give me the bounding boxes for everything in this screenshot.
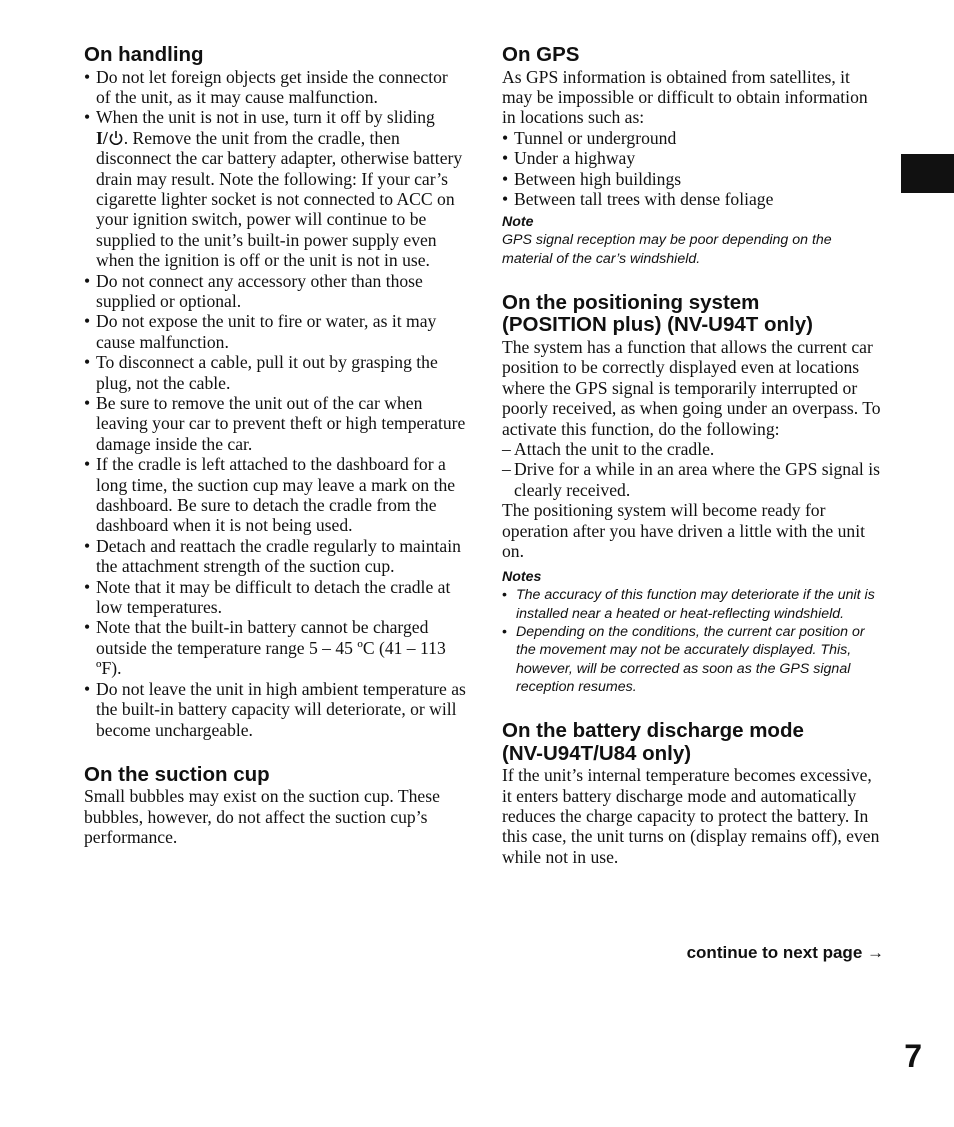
list-item: • Note that the built-in battery cannot be charged outside the temperature range 5 – 45 ºC (41 – 113 ºF). — [84, 617, 466, 678]
battery-discharge-text: If the unit’s internal temperature becomes excessive, it enters battery discharge mode and automatically reduces the charge capacity to protect the battery. In this case, the unit turns on (display remains off), even while not in use. — [502, 765, 880, 867]
power-item-before: When the unit is not in use, turn it off by sliding — [96, 107, 435, 128]
list-item: • Do not connect any accessory other than those supplied or optional. — [84, 271, 466, 312]
list-item: • Detach and reattach the cradle regularly to maintain the attachment strength of the suction cup. — [84, 536, 466, 577]
positioning-notes-heading: Notes — [502, 569, 542, 586]
list-item: • Depending on the conditions, the current car position or the movement may not be accurately displayed. This, however, will be corrected as soon as the GPS signal reception resumes. — [502, 623, 884, 696]
list-item: • Do not expose the unit to fire or water, as it may cause malfunction. — [84, 311, 466, 352]
list-item: • Tunnel or underground — [502, 128, 884, 148]
list-item: • Under a highway — [502, 148, 884, 168]
section-tab-marker — [901, 154, 954, 193]
heading-on-handling: On handling — [84, 43, 204, 66]
list-item-power-off — [84, 107, 466, 270]
list-item: • To disconnect a cable, pull it out by grasping the plug, not the cable. — [84, 352, 466, 393]
heading-on-suction-cup: On the suction cup — [84, 762, 270, 786]
continue-to-next-page: continue to next page → — [686, 943, 884, 962]
positioning-notes-list — [502, 586, 884, 696]
gps-note-text: GPS signal reception may be poor depending on the material of the car’s windshield. — [502, 232, 832, 267]
heading-line-1: On the battery discharge mode — [502, 719, 804, 743]
gps-locations-list — [502, 128, 884, 210]
list-item: • Between tall trees with dense foliage — [502, 189, 884, 209]
power-item-after: . Remove the unit from the cradle, then disconnect the car battery adapter, otherwise battery drain may result. Note the following: If your car’s cigarette lighter socket is not connected to ACC on your ignition switch, power will continue to be supplied to the unit’s built-in power supply even when the ignition is off or the unit is not in use. — [96, 127, 463, 271]
list-item: • Be sure to remove the unit out of the car when leaving your car to prevent theft or high temperature damage inside the car. — [84, 393, 466, 454]
positioning-intro: The system has a function that allows the current car position to be correctly displayed even at locations where the GPS signal is temporarily interrupted or poorly received, as when going under an overpass. To activate this function, do the following: — [502, 336, 881, 439]
gps-intro: As GPS information is obtained from satellites, it may be impossible or difficult to obtain information in locations such as: — [502, 66, 868, 128]
gps-note-heading: Note — [502, 214, 534, 231]
page-number: 7 — [904, 1038, 922, 1074]
list-item: • The accuracy of this function may deteriorate if the unit is installed near a heated or heat-reflecting windshield. — [502, 586, 884, 623]
power-switch-icon — [96, 128, 124, 148]
heading-line-1: On the positioning system — [502, 290, 760, 314]
positioning-steps — [502, 439, 884, 500]
list-item: – Drive for a while in an area where the GPS signal is clearly received. — [502, 459, 884, 500]
list-item: – Attach the unit to the cradle. — [502, 439, 884, 459]
suction-cup-text: Small bubbles may exist on the suction cup. These bubbles, however, do not affect the suction cup’s performance. — [84, 786, 440, 848]
positioning-outro: The positioning system will become ready for operation after you have driven a little with the unit on. — [502, 500, 865, 561]
heading-battery-discharge-mode — [502, 720, 884, 765]
standby-icon — [108, 130, 124, 146]
left-column — [84, 44, 466, 848]
heading-line-2: (POSITION plus) (NV-U94T only) — [502, 313, 813, 337]
heading-on-gps: On GPS — [502, 43, 580, 66]
right-column — [502, 44, 884, 867]
list-item: • If the cradle is left attached to the dashboard for a long time, the suction cup may leave a mark on the dashboard. Be sure to detach the cradle from the dashboard when it is not being used. — [84, 454, 466, 536]
list-item: • Note that it may be difficult to detach the cradle at low temperatures. — [84, 577, 466, 618]
heading-line-2: (NV-U94T/U84 only) — [502, 741, 692, 765]
list-item: • Between high buildings — [502, 169, 884, 189]
switch-label: I/ — [96, 127, 108, 148]
list-item: • Do not leave the unit in high ambient temperature as the built-in battery capacity will deteriorate, or will become unchargeable. — [84, 679, 466, 740]
heading-positioning-system — [502, 292, 884, 337]
list-item: • Do not let foreign objects get inside the connector of the unit, as it may cause malfunction. — [84, 67, 466, 108]
handling-list — [84, 67, 466, 740]
